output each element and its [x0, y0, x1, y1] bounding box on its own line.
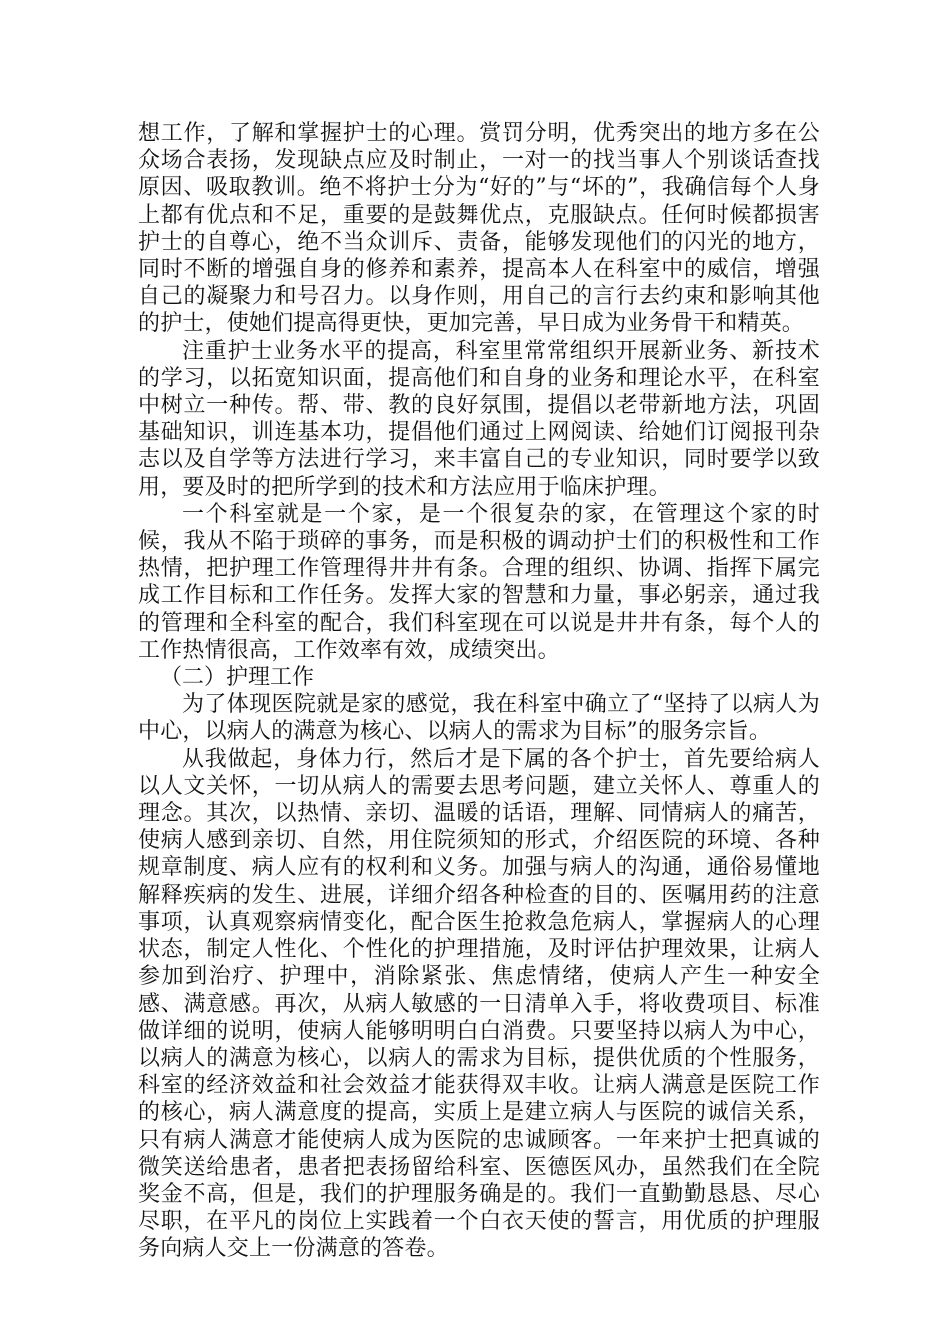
document-page [138, 120, 820, 1263]
paragraph-service-purpose: 为了体现医院就是家的感觉，我在科室中确立了“坚持了以病人为中心，以病人的满意为核心、以病人的需求为目标”的服务宗旨。 [138, 692, 820, 745]
paragraph-continuation: 想工作，了解和掌握护士的心理。赏罚分明，优秀突出的地方多在公众场合表扬，发现缺点应及时制止，一对一的找当事人个别谈话查找原因、吸取教训。绝不将护士分为“好的”与“坏的”，我确信每个人身上都有优点和不足，重要的是鼓舞优点，克服缺点。任何时候都损害护士的自尊心，绝不当众训斥、责备，能够发现他们的闪光的地方，同时不断的增强自身的修养和素养，提高本人在科室中的威信，增强自己的凝聚力和号召力。以身作则，用自己的言行去约束和影响其他的护士，使她们提高得更快，更加完善，早日成为业务骨干和精英。 [138, 121, 820, 337]
paragraph-staff-training: 注重护士业务水平的提高，科室里常常组织开展新业务、新技术的学习，以拓宽知识面，提高他们和自身的业务和理论水平，在科室中树立一种传。帮、带、教的良好氛围，提倡以老带新地方法，巩固基础知识，训连基本功，提倡他们通过上网阅读、给她们订阅报刊杂志以及自学等方法进行学习，来丰富自己的专业知识，同时要学以致用，要及时的把所学到的技术和方法应用于临床护理。 [138, 338, 820, 500]
paragraph-department-management: 一个科室就是一个家，是一个很复杂的家，在管理这个家的时候，我从不陷于琐碎的事务，而是积极的调动护士们的积极性和工作热情，把护理工作管理得井井有条。合理的组织、协调、指挥下属完成工作目标和工作任务。发挥大家的智慧和力量，事必躬亲，通过我的管理和全科室的配合，我们科室现在可以说是井井有条，每个人的工作热情很高，工作效率有效，成绩突出。 [138, 501, 820, 663]
paragraph-patient-care: 从我做起，身体力行，然后才是下属的各个护士，首先要给病人以人文关怀，一切从病人的需要去思考问题，建立关怀人、尊重人的理念。其次，以热情、亲切、温暖的话语，理解、同情病人的痛苦，使病人感到亲切、自然，用住院须知的形式，介绍医院的环境、各种规章制度、病人应有的权利和义务。加强与病人的沟通，通俗易懂地解释疾病的发生、进展，详细介绍各种检查的目的、医嘱用药的注意事项，认真观察病情变化，配合医生抢救急危病人，掌握病人的心理状态，制定人性化、个性化的护理措施，及时评估护理效果，让病人参加到治疗、护理中，消除紧张、焦虑情绪，使病人产生一种安全感、满意感。再次，从病人敏感的一日清单入手，将收费项目、标准做详细的说明，使病人能够明明白白消费。只要坚持以病人为中心，以病人的满意为核心，以病人的需求为目标，提供优质的个性服务，科室的经济效益和社会效益才能获得双丰收。让病人满意是医院工作的核心，病人满意度的提高，实质上是建立病人与医院的诚信关系，只有病人满意才能使病人成为医院的忠诚顾客。一年来护士把真诚的微笑送给患者，患者把表扬留给科室、医德医风办，虽然我们在全院奖金不高，但是，我们的护理服务确是的。我们一直勤勤恳恳、尽心尽职，在平凡的岗位上实践着一个白衣天使的誓言，用优质的护理服务向病人交上一份满意的答卷。 [138, 746, 820, 1262]
section-heading-nursing-work: （二）护理工作 [160, 665, 315, 691]
